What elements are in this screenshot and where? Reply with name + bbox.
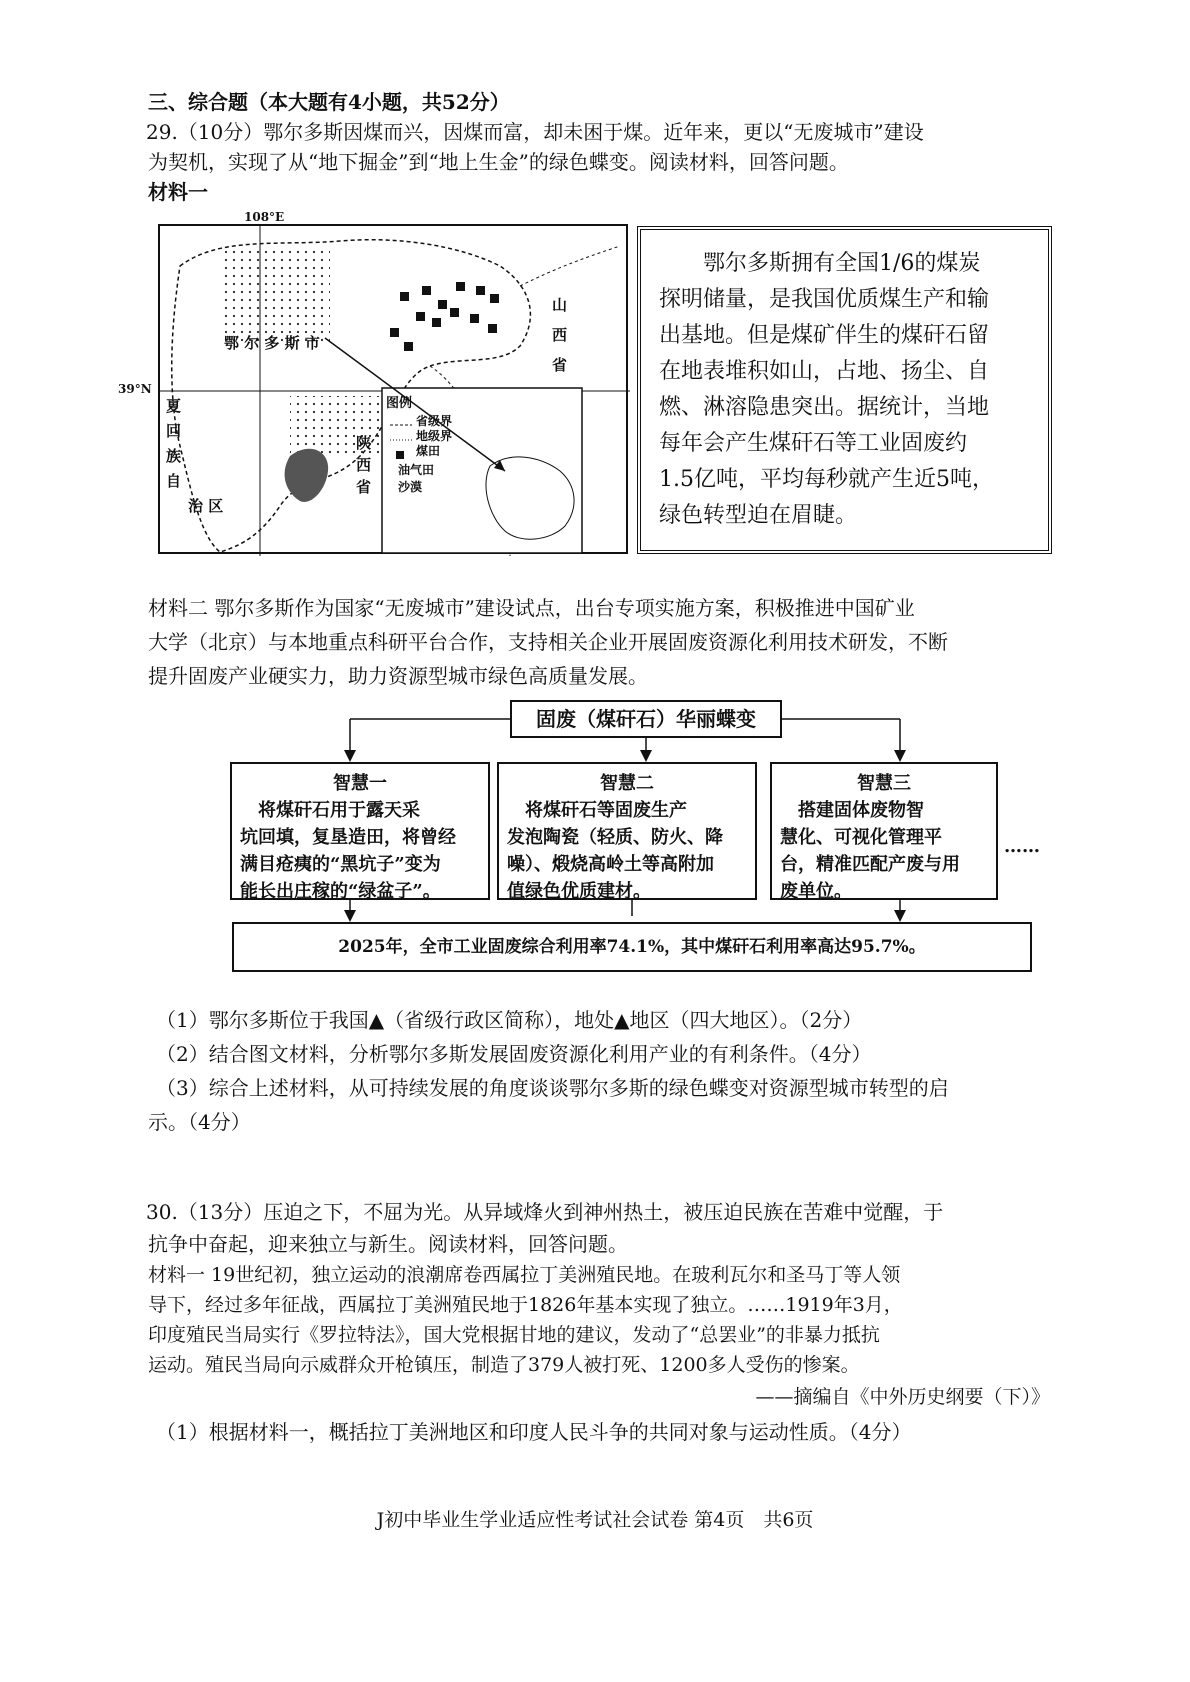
wisdom-title: 智慧二 [600,773,654,794]
ningxia-char-4: 自 [166,472,182,490]
city-label: 鄂 尔 多 斯 市 [224,334,320,352]
material1-line: 燃、淋溶隐患突出。据统计，当地 [659,395,990,420]
legend-item-provincial: 省级界 [416,414,453,428]
legend-item-coal: 煤田 [416,444,441,458]
wisdom-title: 智慧三 [857,773,911,794]
q30-source: ——摘编自《中外历史纲要（下）》 [755,1386,1050,1408]
shanxi-char-3: 省 [552,356,568,374]
shaanxi-char-1: 陕 [356,434,372,452]
material1-line: 出基地。但是煤矿伴生的煤矸石留 [659,323,990,348]
wisdom-line: 坑回填，复垦造田，将曾经 [240,827,456,848]
ningxia-char-3: 族 [166,447,182,465]
q29-intro-line1: 29.（10分）鄂尔多斯因煤而兴，因煤而富，却未困于煤。近年来，更以“无废城市”建设 [146,120,924,144]
shaanxi-label [356,432,371,498]
q30-sub1: （1）根据材料一，概括拉丁美洲地区和印度人民斗争的共同对象与运动性质。（4分） [156,1420,912,1444]
shaanxi-char-2: 西 [356,456,372,474]
q30-m1-line1: 材料一 19世纪初，独立运动的浪潮席卷西属拉丁美洲殖民地。在玻利瓦尔和圣马丁等人领 [148,1264,901,1286]
section-header: 三、综合题（本大题有4小题，共52分） [148,90,510,114]
material1-textbox [637,226,1052,554]
q30-m1-line2: 导下，经过多年征战，西属拉丁美洲殖民地于1826年基本实现了独立。……1919年3月， [148,1294,903,1316]
q29-intro-line2: 为契机，实现了从“地下掘金”到“地上生金”的绿色蝶变。阅读材料，回答问题。 [148,150,849,174]
ningxia-label [166,394,224,515]
page-footer: J初中毕业生学业适应性考试社会试卷 第4页 共6页 [376,1509,814,1531]
wisdom-line: 废单位。 [780,881,852,902]
wisdom-line: 将煤矸石等固废生产 [507,800,687,821]
material1-line: 探明储量，是我国优质煤生产和输 [659,287,990,312]
flow-result: 2025年，全市工业固废综合利用率74.1%，其中煤矸石利用率高达95.7%。 [232,922,1032,972]
flow-ellipsis: …… [1004,836,1040,857]
material2-line3: 提升固废产业硬实力，助力资源型城市绿色高质量发展。 [148,664,648,688]
ordos-map [118,210,628,554]
q29-sub1: （1）鄂尔多斯位于我国▲（省级行政区简称），地处▲地区（四大地区）。（2分） [156,1008,863,1032]
ningxia-char-1: 夏 [166,397,182,415]
legend-item-prefectural: 地级界 [416,429,453,443]
shanxi-label [552,290,567,380]
ningxia-char-2: 回 [166,422,182,440]
q30-m1-line3: 印度殖民当局实行《罗拉特法》，国大党根据甘地的建议，发动了“总罢业”的非暴力抵抗 [148,1324,880,1346]
q30-m1-line4: 运动。殖民当局向示威群众开枪镇压，制造了379人被打死、1200多人受伤的惨案。 [148,1354,860,1376]
shanxi-char-2: 西 [552,326,568,344]
wisdom-line: 慧化、可视化管理平 [780,827,942,848]
q29-sub3-line2: 示。（4分） [148,1110,251,1134]
wisdom-title: 智慧一 [333,773,387,794]
material1-line: 在地表堆积如山，占地、扬尘、自 [659,359,990,384]
material1-line: 鄂尔多斯拥有全国1/6的煤炭 [703,251,981,276]
q29-sub2: （2）结合图文材料，分析鄂尔多斯发展固废资源化利用产业的有利条件。（4分） [156,1042,872,1066]
ningxia-char-6: 区 [208,497,224,515]
flow-title: 固废（煤矸石）华丽蝶变 [510,700,782,738]
wisdom-line: 能长出庄稼的“绿盆子”。 [240,881,441,902]
shaanxi-char-3: 省 [356,478,372,496]
ningxia-char-5: 治 [188,497,204,515]
q29-sub3-line1: （3）综合上述材料，从可持续发展的角度谈谈鄂尔多斯的绿色蝶变对资源型城市转型的启 [156,1076,949,1100]
lon-label: 108°E [244,210,285,224]
shanxi-char-1: 山 [552,296,568,314]
wisdom-line: 台，精准匹配产废与用 [780,854,960,875]
wisdom-line: 将煤矸石用于露天采 [240,800,420,821]
material1-line: 每年会产生煤矸石等工业固废约 [659,431,968,456]
map-drawing [160,226,630,556]
q30-intro-line1: 30.（13分）压迫之下，不屈为光。从异域烽火到神州热土，被压迫民族在苦难中觉醒，于 [146,1200,944,1224]
wisdom-line: 值绿色优质建材。 [507,881,651,902]
lat-label: 39°N [118,382,152,396]
material2-line2: 大学（北京）与本地重点科研平台合作，支持相关企业开展固废资源化利用技术研发，不断 [148,630,948,654]
material1-label: 材料一 [148,180,208,204]
wisdom-line: 发泡陶瓷（轻质、防火、降 [507,827,723,848]
wisdom-box-2 [497,762,757,900]
material1-line: 绿色转型迫在眉睫。 [659,503,858,528]
legend-item-desert: 沙漠 [398,480,423,494]
legend-title: 图例 [386,396,413,411]
wisdom-box-3 [770,762,998,900]
wisdom-box-1 [230,762,490,900]
ningxia-char-group [188,494,223,519]
wisdom-line: 搭建固体废物智 [780,800,924,821]
wisdom-line: 满目疮痍的“黑坑子”变为 [240,854,441,875]
legend-list-2 [398,462,434,496]
material2-line1: 材料二 鄂尔多斯作为国家“无废城市”建设试点，出台专项实施方案，积极推进中国矿业 [148,596,915,620]
legend-item-oilgas: 油气田 [398,463,435,477]
wisdom-line: 噪）、煅烧高岭土等高附加 [507,854,714,875]
legend-list [416,414,452,459]
q30-intro-line2: 抗争中奋起，迎来独立与新生。阅读材料，回答问题。 [148,1232,628,1256]
material1-line: 1.5亿吨，平均每秒就产生近5吨， [659,467,994,492]
